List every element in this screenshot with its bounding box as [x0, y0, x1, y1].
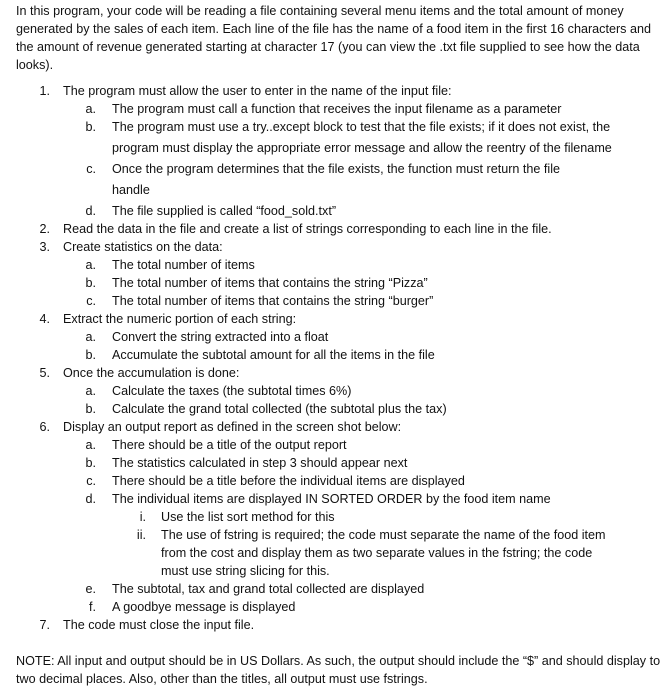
list-text: The individual items are displayed IN SORTED ORDER by the food item name	[112, 492, 551, 506]
list-marker: a.	[85, 384, 96, 398]
list-item	[0, 160, 672, 181]
list-marker: 4.	[39, 312, 50, 326]
list-marker: 2.	[39, 222, 50, 236]
list-item	[0, 616, 672, 634]
list-marker: b.	[85, 120, 96, 134]
list-text: The total number of items that contains the string “burger”	[112, 294, 434, 308]
list-marker: 5.	[39, 366, 50, 380]
list-marker: f.	[89, 600, 96, 614]
list-marker: 7.	[39, 618, 50, 632]
list-text: Create statistics on the data:	[63, 240, 223, 254]
list-item	[0, 220, 672, 238]
list-item-continuation	[0, 139, 672, 160]
list-item	[0, 100, 672, 118]
list-text: The total number of items that contains the string “Pizza”	[112, 276, 428, 290]
list-item	[0, 310, 672, 328]
list-item-continuation	[0, 181, 672, 202]
list-text: The total number of items	[112, 258, 255, 272]
list-item	[0, 328, 672, 346]
list-item	[0, 382, 672, 400]
list-item	[0, 472, 672, 490]
list-text: handle	[112, 183, 150, 197]
list-text: The statistics calculated in step 3 should appear next	[112, 456, 408, 470]
list-marker: c.	[86, 474, 96, 488]
list-item	[0, 118, 672, 139]
list-item	[0, 202, 672, 220]
list-marker: 1.	[39, 84, 50, 98]
list-marker: e.	[85, 582, 96, 596]
list-item	[0, 418, 672, 436]
list-text: Use the list sort method for this	[161, 510, 335, 524]
list-text: The use of fstring is required; the code must separate the name of the food item	[161, 528, 606, 542]
list-item	[0, 526, 672, 544]
list-text: The program must allow the user to enter in the name of the input file:	[63, 84, 452, 98]
list-marker: c.	[86, 294, 96, 308]
list-item-continuation	[0, 562, 672, 580]
list-marker: a.	[85, 102, 96, 116]
list-text: program must display the appropriate error message and allow the reentry of the filename	[112, 141, 612, 155]
list-item	[0, 598, 672, 616]
list-text: Once the accumulation is done:	[63, 366, 240, 380]
list-text: The code must close the input file.	[63, 618, 255, 632]
list-item	[0, 364, 672, 382]
list-text: A goodbye message is displayed	[112, 600, 296, 614]
list-item	[0, 82, 672, 100]
list-marker: a.	[85, 330, 96, 344]
list-text: The program must call a function that receives the input filename as a parameter	[112, 102, 562, 116]
list-item	[0, 274, 672, 292]
list-text: Extract the numeric portion of each string:	[63, 312, 297, 326]
list-item	[0, 346, 672, 364]
list-marker: a.	[85, 438, 96, 452]
list-text: from the cost and display them as two separate values in the fstring; the code	[161, 546, 593, 560]
list-marker: d.	[85, 492, 96, 506]
list-text: There should be a title of the output report	[112, 438, 347, 452]
list-item	[0, 436, 672, 454]
list-marker: a.	[85, 258, 96, 272]
list-marker: c.	[86, 162, 96, 176]
list-text: must use string slicing for this.	[161, 564, 330, 578]
list-item	[0, 400, 672, 418]
list-marker: d.	[85, 204, 96, 218]
list-marker: 6.	[39, 420, 50, 434]
list-marker: i.	[139, 510, 146, 524]
list-text: There should be a title before the individual items are displayed	[112, 474, 465, 488]
list-text: The subtotal, tax and grand total collected are displayed	[112, 582, 425, 596]
list-item	[0, 256, 672, 274]
list-text: Display an output report as defined in the screen shot below:	[63, 420, 402, 434]
list-item	[0, 292, 672, 310]
list-text: Read the data in the file and create a list of strings corresponding to each line in the file.	[63, 222, 552, 236]
list-text: The program must use a try..except block to test that the file exists; if it does not exist, the	[112, 120, 611, 134]
list-marker: ii.	[136, 528, 146, 542]
list-marker: b.	[85, 276, 96, 290]
requirements-list	[0, 82, 672, 634]
list-text: Calculate the grand total collected (the subtotal plus the tax)	[112, 402, 447, 416]
list-item	[0, 490, 672, 508]
list-marker: b.	[85, 402, 96, 416]
list-text: Accumulate the subtotal amount for all the items in the file	[112, 348, 435, 362]
list-text: Convert the string extracted into a float	[112, 330, 329, 344]
list-item-continuation	[0, 544, 672, 562]
list-item	[0, 454, 672, 472]
list-marker: b.	[85, 348, 96, 362]
list-item	[0, 508, 672, 526]
list-text: Once the program determines that the file exists, the function must return the file	[112, 162, 561, 176]
intro-paragraph: In this program, your code will be reading a file containing several menu items and the total amount of money generated by the sales of each item. Each line of the file has the name of a food item in the first 16 characters and the amount of revenue generated starting at character 17 (you can view the .txt file supplied to see how the data looks).	[16, 4, 651, 72]
list-item	[0, 238, 672, 256]
list-marker: b.	[85, 456, 96, 470]
list-item	[0, 580, 672, 598]
list-text: Calculate the taxes (the subtotal times 6%)	[112, 384, 352, 398]
list-text: The file supplied is called “food_sold.txt”	[112, 204, 337, 218]
note-paragraph: NOTE: All input and output should be in US Dollars. As such, the output should include the “$” and should display to two decimal places. Also, other than the titles, all output must use fstrings.	[16, 654, 661, 686]
list-marker: 3.	[39, 240, 50, 254]
